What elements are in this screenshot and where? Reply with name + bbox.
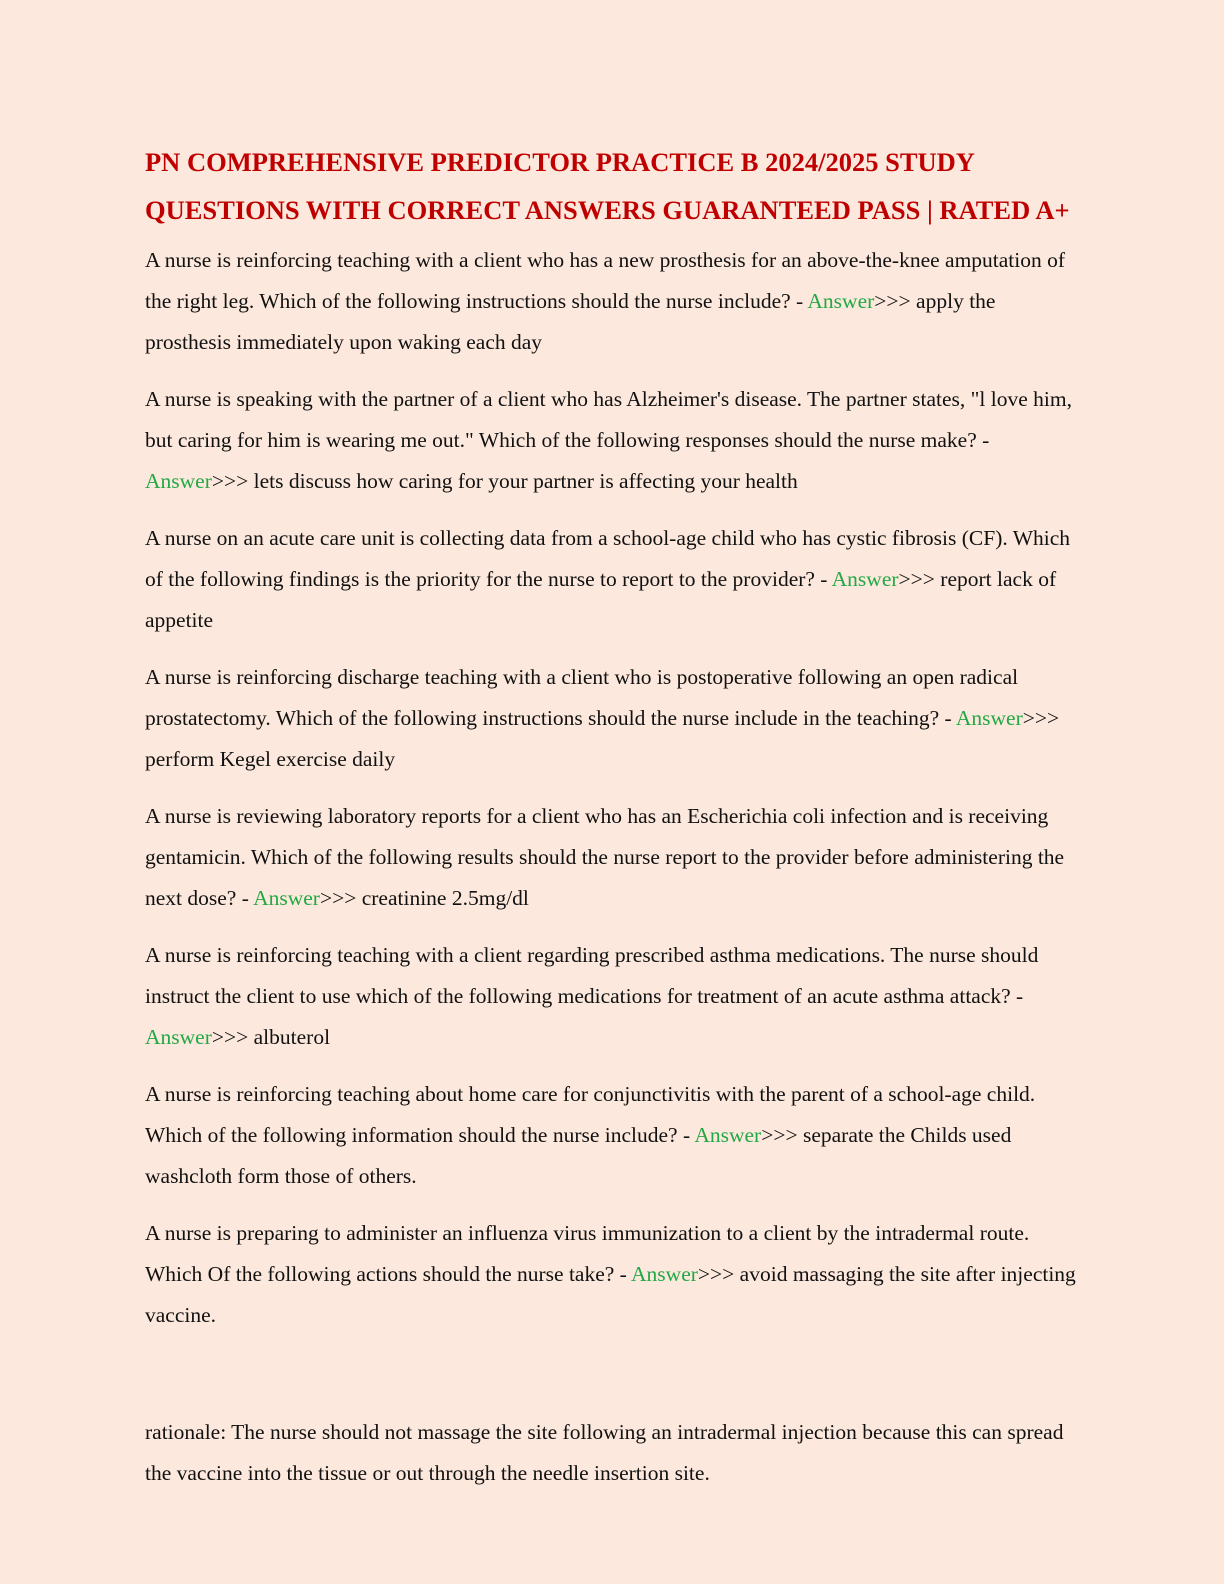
answer-label: Answer [253, 886, 320, 910]
answer-marker: >>> [761, 1123, 798, 1147]
answer-text: albuterol [248, 1025, 331, 1049]
document-body [145, 138, 1085, 1494]
answer-text: apply the prosthesis immediately upon waking each day [145, 289, 996, 354]
answer-label: Answer [631, 1262, 698, 1286]
answer-text: lets discuss how caring for your partner is affecting your health [248, 469, 798, 493]
qa-item-5 [145, 796, 1085, 919]
answer-label: Answer [831, 567, 899, 591]
answer-label: Answer [807, 289, 875, 313]
answer-text: creatinine 2.5mg/dl [356, 886, 529, 910]
question-text: A nurse is reinforcing teaching with a client who has a new prosthesis for an above-the-knee amputation of the right leg. Which of the following instructions should the nurse include? - [145, 248, 1066, 313]
qa-item-3 [145, 518, 1085, 641]
answer-marker: >>> [898, 567, 935, 591]
answer-label: Answer [694, 1123, 762, 1147]
document-title: PN COMPREHENSIVE PREDICTOR PRACTICE B 2024/2025 STUDY QUESTIONS WITH CORRECT ANSWERS GUARANTEED PASS | RATED A+ [145, 147, 1070, 225]
answer-label: Answer [955, 706, 1023, 730]
answer-text: separate the Childs used washcloth form those of others. [145, 1123, 1012, 1188]
answer-text: avoid massaging the site after injecting vaccine. [145, 1262, 1076, 1327]
answer-text: report lack of appetite [145, 567, 1057, 632]
question-text: A nurse is reinforcing discharge teaching with a client who is postoperative following an open radical prostatectomy. Which of the following instructions should the nurse include in the teaching? - [145, 665, 1019, 730]
answer-marker: >>> [319, 886, 357, 910]
qa-item-6 [145, 935, 1085, 1058]
answer-marker: >>> [874, 289, 911, 313]
rationale-text: rationale: The nurse should not massage the site following an intradermal injection because this can spread the vaccine into the tissue or out through the needle insertion site. [145, 1420, 1064, 1485]
question-text: A nurse is reinforcing teaching with a client regarding prescribed asthma medications. The nurse should instruct the client to use which of the following medications for treatment of an acute asthma attack? - [145, 943, 1039, 1008]
question-text: A nurse on an acute care unit is collecting data from a school-age child who has cystic fibrosis (CF). Which of the following findings is the priority for the nurse to report to the provider? - [145, 526, 1071, 591]
answer-marker: >>> [211, 1025, 249, 1049]
answer-label: Answer [145, 469, 212, 493]
answer-marker: >>> [697, 1262, 735, 1286]
qa-item-4 [145, 657, 1085, 780]
paragraph-gap [145, 1352, 1085, 1412]
qa-item-2 [145, 379, 1085, 502]
answer-marker: >>> [1022, 706, 1060, 730]
qa-item-7 [145, 1074, 1085, 1197]
answer-marker: >>> [211, 469, 249, 493]
answer-text: perform Kegel exercise daily [145, 747, 396, 771]
question-text: A nurse is speaking with the partner of a client who has Alzheimer's disease. The partner states, "l love him, but caring for him is wearing me out." Which of the following responses should the nurse make? - [145, 387, 1072, 452]
qa-item-1 [145, 240, 1085, 363]
qa-item-8 [145, 1213, 1085, 1336]
question-text: A nurse is reinforcing teaching about home care for conjunctivitis with the parent of a school-age child. Which of the following information should the nurse include? - [145, 1082, 1036, 1147]
question-text: A nurse is preparing to administer an influenza virus immunization to a client by the intradermal route. Which Of the following actions should the nurse take? - [145, 1221, 1030, 1286]
question-text: A nurse is reviewing laboratory reports for a client who has an Escherichia coli infection and is receiving gentamicin. Which of the following results should the nurse report to the provider before administering the next dose? - [145, 804, 1065, 910]
answer-label: Answer [145, 1025, 212, 1049]
